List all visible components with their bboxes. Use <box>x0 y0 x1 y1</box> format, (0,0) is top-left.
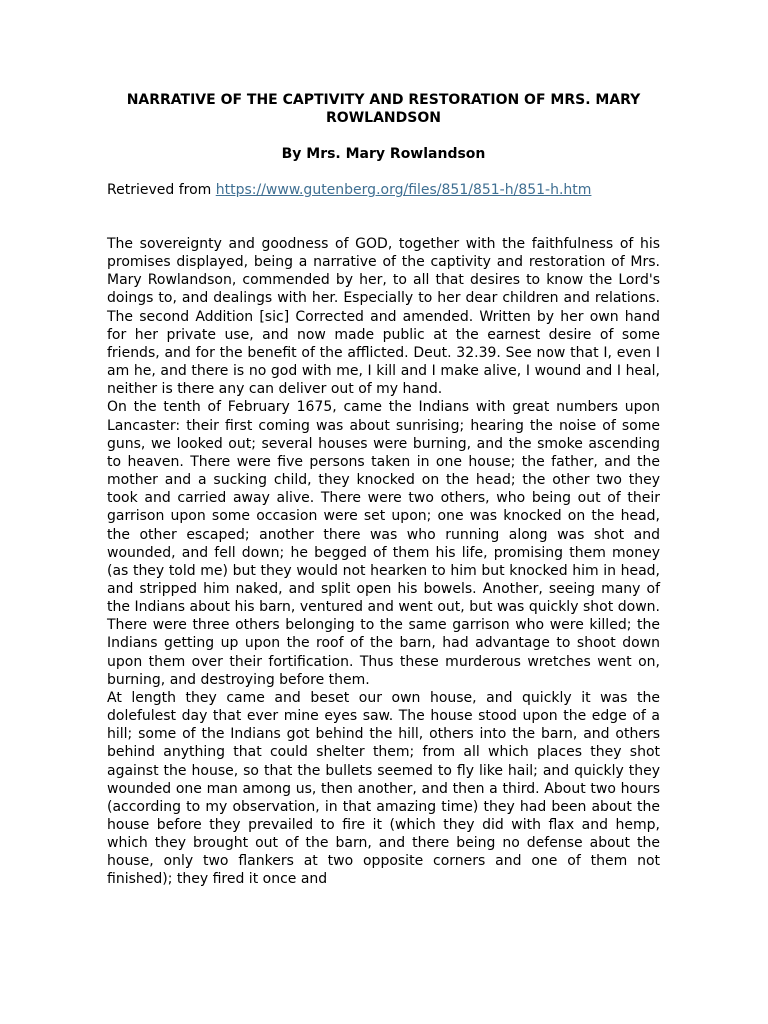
retrieved-prefix: Retrieved from <box>107 182 216 198</box>
narrative-body <box>107 235 660 889</box>
paragraph: On the tenth of February 1675, came the Indians with great numbers upon Lancaster: their first coming was about sunrising; hearing the noise of some guns, we looked out; several houses were burning, and the smoke ascending to heaven. There were five persons taken in one house; the father, and the mother and a sucking child, they knocked on the head; the other two they took and carried away alive. There were two others, who being out of their garrison upon some occasion were set upon; one was knocked on the head, the other escaped; another there was who running along was shot and wounded, and fell down; he begged of them his life, promising them money (as they told me) but they would not hearken to him but knocked him in head, and stripped him naked, and split open his bowels. Another, seeing many of the Indians about his barn, ventured and went out, but was quickly shot down. There were three others belonging to the same garrison who were killed; the Indians getting up upon the roof of the barn, had advantage to shoot down upon them over their fortification. Thus these murderous wretches went on, burning, and destroying before them. <box>107 399 660 688</box>
retrieved-from-line <box>107 181 660 199</box>
author-line: By Mrs. Mary Rowlandson <box>281 146 486 162</box>
source-link[interactable]: https://www.gutenberg.org/files/851/851-h/851-h.htm <box>215 182 592 198</box>
paragraph: At length they came and beset our own house, and quickly it was the dolefulest day that ever mine eyes saw. The house stood upon the edge of a hill; some of the Indians got behind the hill, others into the barn, and others behind anything that could shelter them; from all which places they shot against the house, so that the bullets seemed to fly like hail; and quickly they wounded one man among us, then another, and then a third. About two hours (according to my observation, in that amazing time) they had been about the house before they prevailed to fire it (which they did with flax and hemp, which they brought out of the barn, and there being no defense about the house, only two flankers at two opposite corners and one of them not finished); they fired it once and <box>107 689 660 888</box>
document-title: NARRATIVE OF THE CAPTIVITY AND RESTORATION OF MRS. MARY ROWLANDSON <box>126 92 641 126</box>
paragraph: The sovereignty and goodness of GOD, together with the faithfulness of his promises displayed, being a narrative of the captivity and restoration of Mrs. Mary Rowlandson, commended by her, to all that desires to know the Lord's doings to, and dealings with her. Especially to her dear children and relations. The second Addition [sic] Corrected and amended. Written by her own hand for her private use, and now made public at the earnest desire of some friends, and for the benefit of the afflicted. Deut. 32.39. See now that I, even I am he, and there is no god with me, I kill and I make alive, I wound and I heal, neither is there any can deliver out of my hand. <box>107 236 660 398</box>
document-page <box>107 91 660 889</box>
